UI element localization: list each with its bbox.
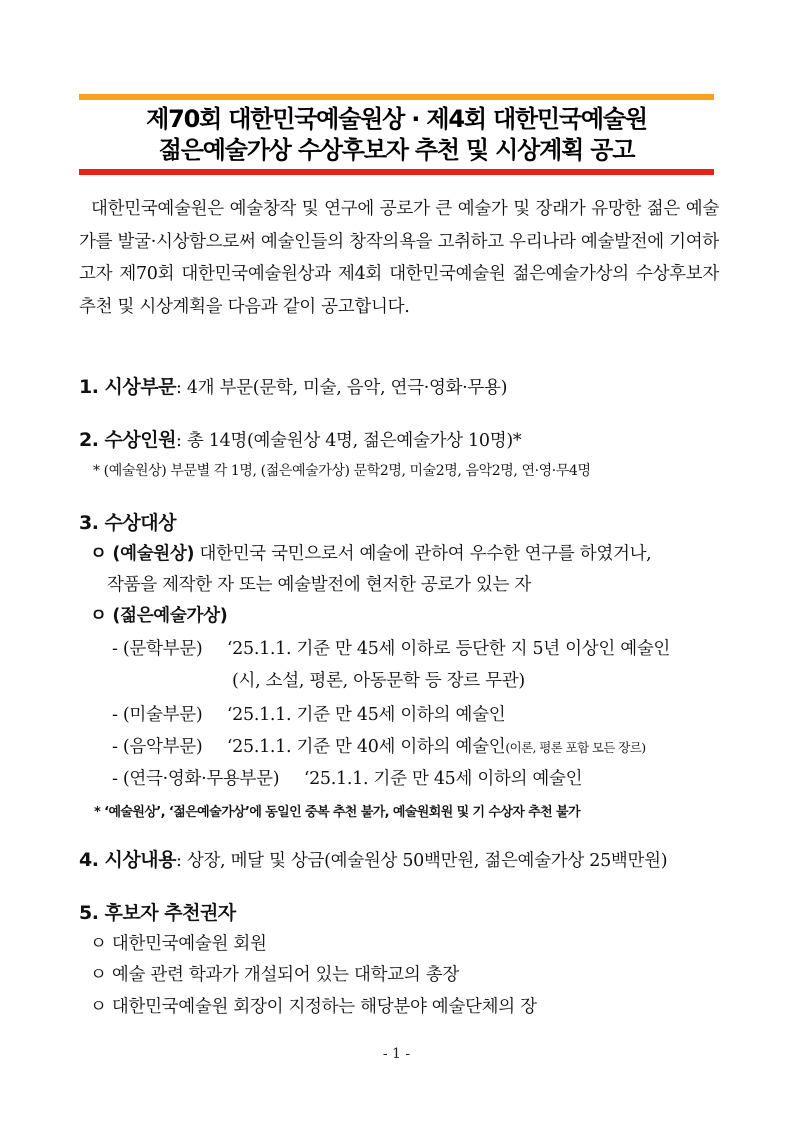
section-3-bullet-1 bbox=[90, 540, 651, 565]
intro-text: 대한민국예술원은 예술창작 및 연구에 공로가 큰 예술가 및 장래가 유망한 젊은 예술가를 발굴·시상함으로써 예술인들의 창작의욕을 고취하고 우리나라 예술발전에 기여하고자 제70회 대한민국예술원상과 제4회 대한민국예술원 젊은예술가상의 수상후보자 추천 및 시상계획을 다음과 같이 공고합니다. bbox=[79, 199, 719, 317]
performing-arts-text: ‘25.1.1. 기준 만 45세 이하의 예술인 bbox=[303, 769, 583, 789]
section-2-text: : 총 14명(예술원상 4명, 젊은예술가상 10명)* bbox=[175, 431, 522, 451]
performing-arts-criteria bbox=[112, 765, 582, 790]
literature-label: - (문학부문) bbox=[112, 639, 203, 659]
list-item: ㅇ 대한민국예술원 회원 bbox=[90, 934, 267, 954]
literature-criteria-cont: (시, 소설, 평론, 아동문학 등 장르 무관) bbox=[232, 671, 525, 691]
title-line-2: 젊은예술가상 수상후보자 추천 및 시상계획 공고 bbox=[158, 136, 635, 164]
section-1 bbox=[79, 372, 507, 399]
literature-text: ‘25.1.1. 기준 만 45세 이하로 등단한 지 5년 이상인 예술인 bbox=[226, 639, 671, 659]
section-1-text: : 4개 부문(문학, 미술, 음악, 연극·영화·무용) bbox=[175, 378, 508, 398]
section-3-bullet-1-cont: 작품을 제작한 자 또는 예술발전에 현저한 공로가 있는 자 bbox=[107, 575, 532, 595]
section-3-note: * ‘예술원상’, ‘젊은예술가상’에 동일인 중복 추천 불가, 예술원회원 및 기 수상자 추천 불가 bbox=[94, 805, 580, 820]
section-1-heading: 1. 시상부문 bbox=[79, 376, 176, 398]
section-4-heading: 4. 시상내용 bbox=[79, 849, 176, 871]
section-3-heading: 3. 수상대상 bbox=[79, 512, 176, 534]
list-item: ㅇ 대한민국예술원 회장이 지정하는 해당분야 예술단체의 장 bbox=[90, 997, 537, 1017]
music-criteria bbox=[112, 733, 645, 758]
section-2-heading: 2. 수상인원 bbox=[79, 429, 176, 451]
section-4 bbox=[79, 845, 667, 872]
music-note: (이론, 평론 포함 모든 장르) bbox=[505, 740, 646, 755]
section-3-bullet-2-label: ㅇ (젊은예술가상) bbox=[90, 606, 228, 626]
section-3-bullet-1-label: ㅇ (예술원상) bbox=[90, 544, 195, 564]
title-top-bar bbox=[79, 94, 714, 100]
section-5-heading: 5. 후보자 추천권자 bbox=[79, 902, 236, 924]
title-line-1: 제70회 대한민국예술원상 · 제4회 대한민국예술원 bbox=[146, 105, 647, 133]
music-text: ‘25.1.1. 기준 만 40세 이하의 예술인 bbox=[226, 737, 506, 757]
page-number: - 1 - bbox=[382, 1046, 411, 1062]
title-bottom-bar bbox=[79, 169, 714, 175]
art-label: - (미술부문) bbox=[112, 705, 203, 725]
section-2 bbox=[79, 425, 521, 452]
section-3-bullet-1-text: 대한민국 국민으로서 예술에 관하여 우수한 연구를 하였거나, bbox=[194, 544, 652, 564]
list-item: ㅇ 예술 관련 학과가 개설되어 있는 대학교의 총장 bbox=[90, 965, 459, 985]
music-label: - (음악부문) bbox=[112, 737, 203, 757]
intro-paragraph bbox=[79, 193, 719, 323]
literature-criteria bbox=[112, 635, 670, 660]
art-text: ‘25.1.1. 기준 만 45세 이하의 예술인 bbox=[226, 705, 506, 725]
section-4-text: : 상장, 메달 및 상금(예술원상 50백만원, 젊은예술가상 25백만원) bbox=[175, 851, 668, 871]
performing-arts-label: - (연극·영화·무용부문) bbox=[112, 769, 280, 789]
section-2-note: * (예술원상) 부문별 각 1명, (젊은예술가상) 문학2명, 미술2명, 음악2명, 연·영·무4명 bbox=[93, 463, 591, 479]
page-title bbox=[79, 104, 714, 166]
art-criteria bbox=[112, 701, 505, 726]
